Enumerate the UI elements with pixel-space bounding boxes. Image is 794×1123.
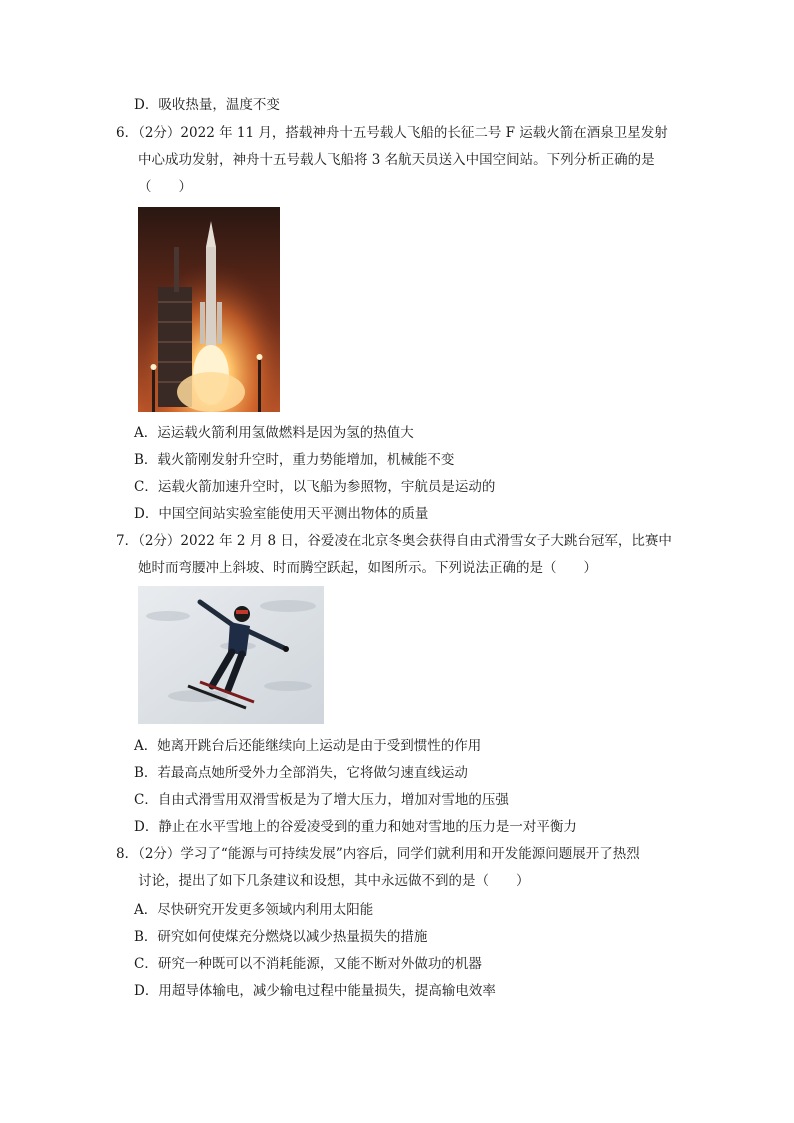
q6-stem-line2: 中心成功发射，神舟十五号载人飞船将 3 名航天员送入中国空间站。下列分析正确的是 (138, 152, 655, 168)
q8-stem-line1: 8．（2分）学习了“能源与可持续发展”内容后，同学们就利用和开发能源问题展开了热烈 (116, 846, 640, 862)
q6-option-a: A．运运载火箭利用氢做燃料是因为氢的热值大 (134, 425, 414, 441)
q7-stem-line2: 她时而弯腰冲上斜坡、时而腾空跃起，如图所示。下列说法正确的是（ ） (138, 560, 597, 576)
q7-option-d: D．静止在水平雪地上的谷爱凌受到的重力和她对雪地的压力是一对平衡力 (134, 819, 577, 835)
q7-option-b: B．若最高点她所受外力全部消失，它将做匀速直线运动 (134, 765, 468, 781)
rocket-launch-image (138, 207, 280, 412)
q7-option-a: A．她离开跳台后还能继续向上运动是由于受到惯性的作用 (134, 738, 482, 754)
q8-option-d: D．用超导体输电，减少输电过程中能量损失，提高输电效率 (134, 983, 496, 999)
q8-stem-line2: 讨论，提出了如下几条建议和设想，其中永远做不到的是（ ） (138, 873, 530, 889)
q6-option-c: C．运载火箭加速升空时，以飞船为参照物，宇航员是运动的 (134, 479, 496, 495)
q5-option-d: D．吸收热量，温度不变 (134, 97, 280, 113)
q6-stem-line1: 6．（2分）2022 年 11 月，搭载神舟十五号载人飞船的长征二号 F 运载火箭在酒泉卫星发射 (116, 125, 668, 141)
skier-image (138, 586, 324, 724)
q8-option-c: C．研究一种既可以不消耗能源，又能不断对外做功的机器 (134, 956, 482, 972)
q6-option-d: D．中国空间站实验室能使用天平测出物体的质量 (134, 506, 429, 522)
q8-option-a: A．尽快研究开发更多领域内利用太阳能 (134, 902, 374, 918)
q8-option-b: B．研究如何使煤充分燃烧以减少热量损失的措施 (134, 929, 428, 945)
rocket-launch-illustration (138, 207, 280, 412)
q7-stem-line1: 7．（2分）2022 年 2 月 8 日，谷爱凌在北京冬奥会获得自由式滑雪女子大跳台冠军，比赛中 (116, 533, 672, 549)
skier-illustration (138, 586, 324, 724)
q6-option-b: B．载火箭刚发射升空时，重力势能增加，机械能不变 (134, 452, 455, 468)
q7-option-c: C．自由式滑雪用双滑雪板是为了增大压力，增加对雪地的压强 (134, 792, 509, 808)
q6-stem-line3: （ ） (138, 179, 192, 195)
